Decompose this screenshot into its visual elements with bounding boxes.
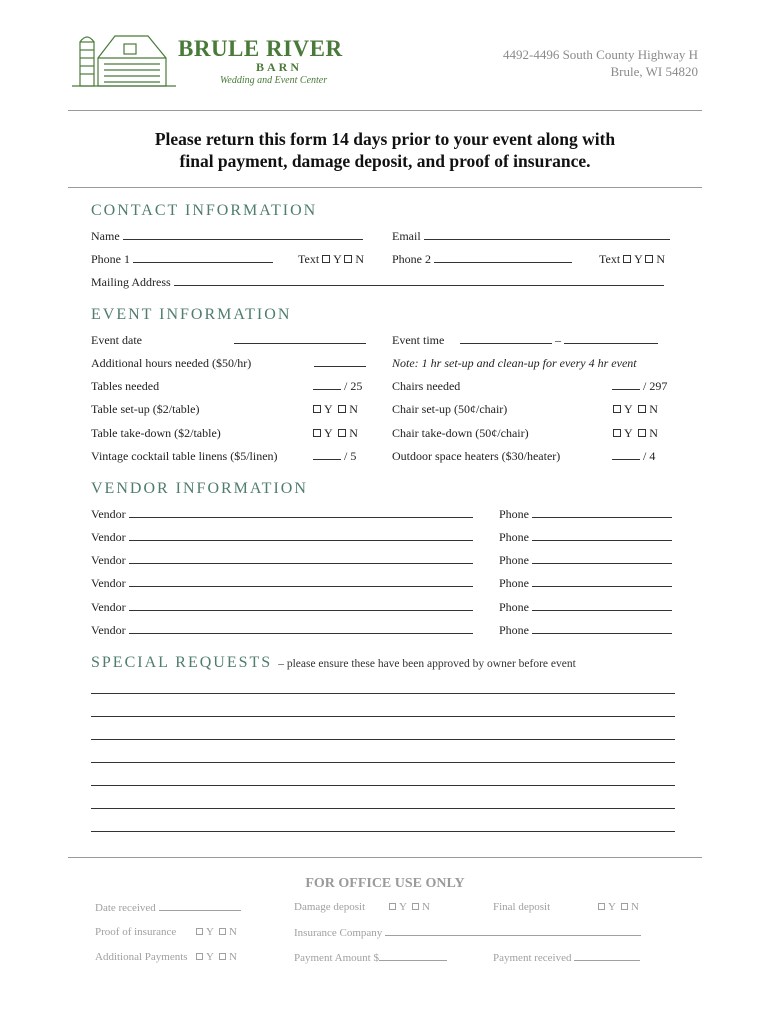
special-requests-title — [91, 654, 576, 672]
checkbox-no[interactable] — [412, 903, 419, 910]
address-line-2: Brule, WI 54820 — [610, 64, 698, 79]
checkbox-no[interactable] — [645, 255, 653, 263]
title-line-2: final payment, damage deposit, and proof of insurance. — [179, 151, 591, 171]
phone2-text-option[interactable] — [599, 252, 665, 267]
mailing-address-field[interactable] — [91, 275, 664, 290]
table-setup-option[interactable] — [313, 402, 358, 417]
phone2-field[interactable] — [392, 252, 572, 267]
request-line[interactable] — [91, 785, 675, 786]
yes-label: Y — [608, 901, 616, 913]
chairs-needed-label: Chairs needed — [392, 379, 461, 393]
additional-hours-label: Additional hours needed ($50/hr) — [91, 356, 252, 370]
no-label: N — [349, 402, 358, 416]
vendor-phone-field[interactable] — [499, 553, 672, 568]
event-time-label: Event time — [392, 333, 445, 347]
phone1-field[interactable] — [91, 252, 273, 267]
chair-setup-option[interactable] — [613, 402, 658, 417]
checkbox-no[interactable] — [219, 953, 226, 960]
yes-label: Y — [624, 426, 633, 440]
mailing-label: Mailing Address — [91, 275, 171, 289]
address-line-1: 4492-4496 South County Highway H — [503, 47, 698, 62]
phone-label: Phone — [499, 576, 529, 590]
phone2-label: Phone 2 — [392, 252, 431, 266]
linens-max: / 5 — [344, 449, 357, 463]
chair-setup-label: Chair set-up (50¢/chair) — [392, 402, 508, 416]
vendor-phone-field[interactable] — [499, 623, 672, 638]
brand-subname: BARN — [256, 60, 303, 74]
linens-field[interactable] — [313, 449, 356, 464]
heaters-label: Outdoor space heaters ($30/heater) — [392, 449, 561, 463]
phone-label: Phone — [499, 553, 529, 567]
no-label: N — [631, 901, 639, 913]
tables-needed-label: Tables needed — [91, 379, 160, 393]
vendor-field[interactable] — [91, 553, 473, 568]
insurance-company-label: Insurance Company — [294, 927, 383, 939]
vendor-field[interactable] — [91, 600, 473, 615]
title-line-1: Please return this form 14 days prior to your event along with — [154, 129, 616, 149]
vendor-label: Vendor — [91, 576, 126, 590]
payment-amount-field[interactable] — [294, 951, 447, 964]
chairs-needed-field[interactable] — [612, 379, 667, 394]
phone-label: Phone — [499, 623, 529, 637]
divider — [68, 110, 702, 111]
request-line[interactable] — [91, 716, 675, 717]
yes-label: Y — [206, 951, 214, 963]
event-time-field[interactable] — [460, 333, 658, 348]
no-label: N — [422, 901, 430, 913]
special-subtitle: – please ensure these have been approved by owner before event — [278, 658, 576, 670]
email-label: Email — [392, 229, 421, 243]
date-received-label: Date received — [95, 902, 156, 914]
table-setup-label: Table set-up ($2/table) — [91, 402, 200, 416]
contact-section-title: CONTACT INFORMATION — [91, 202, 318, 219]
no-label: N — [355, 252, 365, 266]
request-line[interactable] — [91, 808, 675, 809]
additional-payments-label: Additional Payments — [95, 951, 188, 963]
additional-hours-field[interactable] — [314, 356, 366, 371]
checkbox-yes[interactable] — [313, 429, 321, 437]
checkbox-no[interactable] — [338, 429, 346, 437]
no-label: N — [649, 402, 658, 416]
yes-label: Y — [333, 252, 342, 266]
additional-payments-option[interactable] — [196, 951, 237, 963]
checkbox-no[interactable] — [638, 429, 646, 437]
payment-received-field[interactable] — [493, 951, 640, 964]
checkbox-yes[interactable] — [598, 903, 605, 910]
yes-label: Y — [206, 926, 214, 938]
divider — [68, 857, 702, 858]
damage-deposit-option[interactable] — [389, 901, 430, 913]
request-line[interactable] — [91, 762, 675, 763]
damage-deposit-label: Damage deposit — [294, 901, 366, 913]
request-line[interactable] — [91, 739, 675, 740]
no-label: N — [649, 426, 658, 440]
phone1-label: Phone 1 — [91, 252, 130, 266]
proof-insurance-label: Proof of insurance — [95, 926, 177, 938]
vendor-label: Vendor — [91, 600, 126, 614]
address-block — [503, 46, 698, 80]
yes-label: Y — [324, 426, 333, 440]
table-takedown-option[interactable] — [313, 426, 358, 441]
office-use-title: FOR OFFICE USE ONLY — [305, 876, 465, 891]
vendor-field[interactable] — [91, 507, 473, 522]
checkbox-yes[interactable] — [613, 405, 621, 413]
chair-takedown-label: Chair take-down (50¢/chair) — [392, 426, 529, 440]
email-field[interactable] — [392, 229, 670, 244]
checkbox-yes[interactable] — [389, 903, 396, 910]
final-deposit-label: Final deposit — [493, 901, 551, 913]
tables-needed-field[interactable] — [313, 379, 362, 394]
brand-logo — [70, 28, 380, 90]
dash: – — [555, 333, 561, 347]
phone1-text-option[interactable] — [298, 252, 364, 267]
brand-name: BRULE RIVER — [178, 36, 343, 61]
checkbox-yes[interactable] — [322, 255, 330, 263]
event-date-label: Event date — [91, 333, 142, 347]
proof-insurance-option[interactable] — [196, 926, 237, 938]
page-title — [68, 128, 702, 172]
no-label: N — [349, 426, 358, 440]
checkbox-yes[interactable] — [196, 953, 203, 960]
vendor-label: Vendor — [91, 507, 126, 521]
final-deposit-option[interactable] — [598, 901, 639, 913]
event-section-title: EVENT INFORMATION — [91, 306, 292, 323]
vendor-phone-field[interactable] — [499, 576, 672, 591]
yes-label: Y — [324, 402, 333, 416]
vendor-label: Vendor — [91, 623, 126, 637]
payment-received-label: Payment received — [493, 952, 572, 964]
phone-label: Phone — [499, 530, 529, 544]
heaters-max: / 4 — [643, 449, 656, 463]
yes-label: Y — [634, 252, 643, 266]
payment-amount-label: Payment Amount $ — [294, 952, 379, 964]
table-takedown-label: Table take-down ($2/table) — [91, 426, 221, 440]
yes-label: Y — [624, 402, 633, 416]
special-title-text: SPECIAL REQUESTS — [91, 654, 273, 671]
linens-label: Vintage cocktail table linens ($5/linen) — [91, 449, 278, 463]
vendor-phone-field[interactable] — [499, 507, 672, 522]
request-line[interactable] — [91, 693, 675, 694]
checkbox-no[interactable] — [219, 928, 226, 935]
no-label: N — [229, 926, 237, 938]
name-field[interactable] — [91, 229, 363, 244]
checkbox-yes[interactable] — [196, 928, 203, 935]
checkbox-no[interactable] — [344, 255, 352, 263]
checkbox-no[interactable] — [638, 405, 646, 413]
phone-label: Phone — [499, 600, 529, 614]
no-label: N — [656, 252, 666, 266]
vendor-label: Vendor — [91, 553, 126, 567]
no-label: N — [229, 951, 237, 963]
vendor-field[interactable] — [91, 623, 473, 638]
request-line[interactable] — [91, 831, 675, 832]
heaters-field[interactable] — [612, 449, 655, 464]
tables-max: / 25 — [344, 379, 363, 393]
vendor-label: Vendor — [91, 530, 126, 544]
checkbox-yes[interactable] — [623, 255, 631, 263]
chairs-max: / 297 — [643, 379, 668, 393]
text-label: Text — [298, 252, 320, 266]
vendor-field[interactable] — [91, 576, 473, 591]
text-label: Text — [599, 252, 621, 266]
checkbox-no[interactable] — [621, 903, 628, 910]
name-label: Name — [91, 229, 120, 243]
insurance-company-field[interactable] — [294, 926, 641, 939]
vendor-section-title: VENDOR INFORMATION — [91, 480, 308, 497]
event-date-field[interactable] — [234, 333, 366, 348]
setup-note: Note: 1 hr set-up and clean-up for every 4 hr event — [392, 356, 637, 370]
date-received-field[interactable] — [95, 901, 241, 914]
divider — [68, 187, 702, 188]
checkbox-yes[interactable] — [313, 405, 321, 413]
checkbox-no[interactable] — [338, 405, 346, 413]
vendor-field[interactable] — [91, 530, 473, 545]
phone-label: Phone — [499, 507, 529, 521]
yes-label: Y — [399, 901, 407, 913]
vendor-phone-field[interactable] — [499, 530, 672, 545]
chair-takedown-option[interactable] — [613, 426, 658, 441]
barn-icon — [70, 28, 180, 90]
checkbox-yes[interactable] — [613, 429, 621, 437]
brand-tagline: Wedding and Event Center — [220, 75, 328, 86]
vendor-phone-field[interactable] — [499, 600, 672, 615]
